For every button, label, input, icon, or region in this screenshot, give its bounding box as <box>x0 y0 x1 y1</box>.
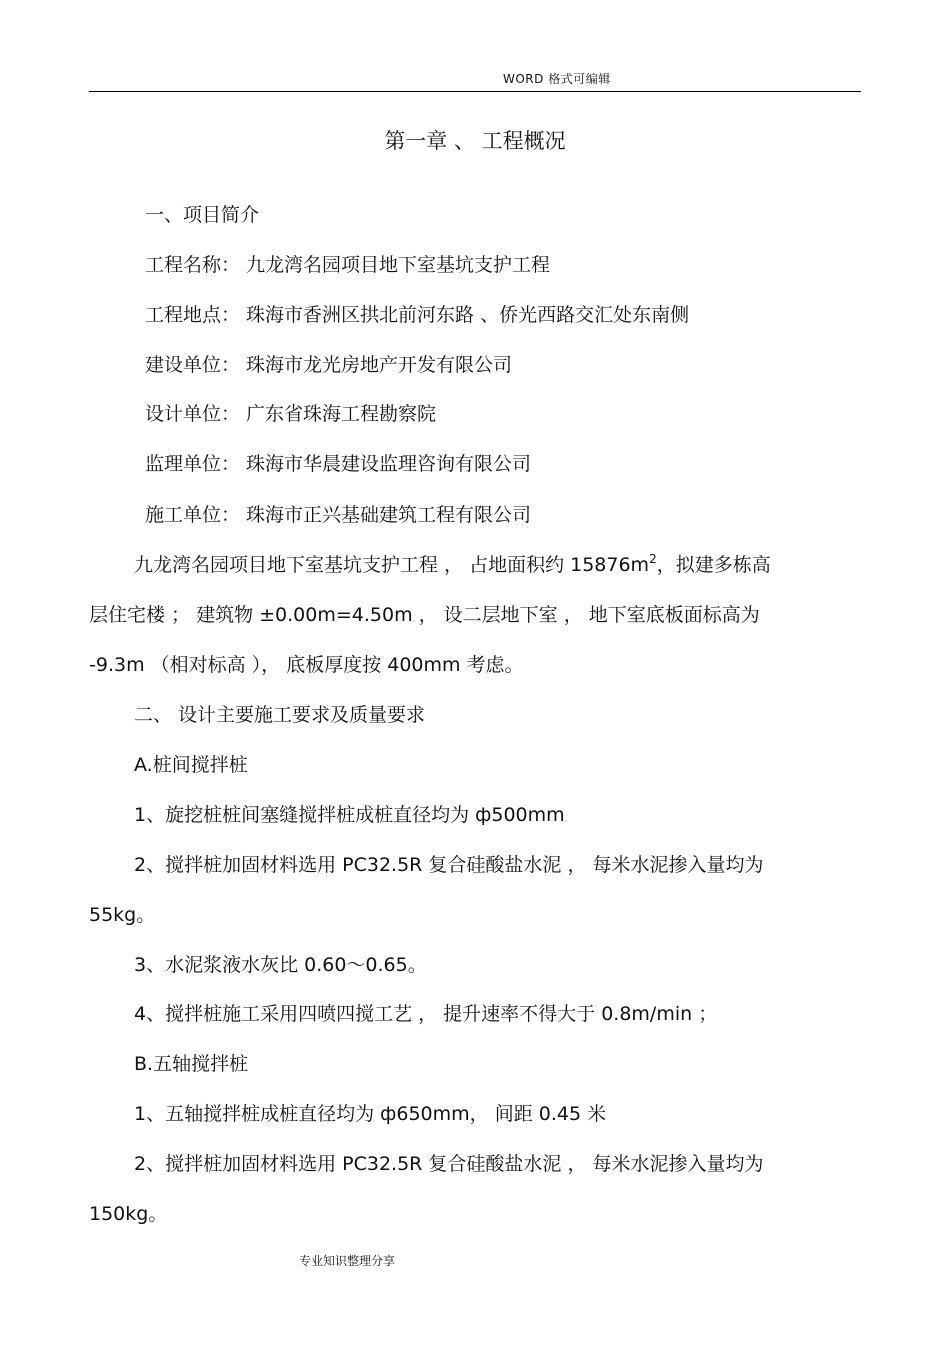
header-label: WORD 格式可编辑 <box>503 72 611 86</box>
paragraph-text: 九龙湾名园项目地下室基坑支护工程 ， 占地面积约 15876m <box>134 554 650 576</box>
field-developer: 建设单位： 珠海市龙光房地产开发有限公司 <box>145 354 513 376</box>
paragraph-text: ，拟建多栋高 <box>656 554 771 576</box>
section1-heading: 一、项目简介 <box>145 204 260 226</box>
subsection-a-item-2-cont: 55kg。 <box>89 904 156 926</box>
subsection-a-item-3: 3、水泥浆液水灰比 0.60～0.65。 <box>134 954 427 976</box>
field-project-name: 工程名称： 九龙湾名园项目地下室基坑支护工程 <box>145 254 551 276</box>
subsection-b-item-2-cont: 150kg。 <box>89 1203 168 1225</box>
subsection-b-item-1: 1、五轴搅拌桩成桩直径均为 ф650mm， 间距 0.45 米 <box>134 1103 607 1125</box>
header-divider <box>89 91 861 92</box>
subsection-a-item-2: 2、搅拌桩加固材料选用 PC32.5R 复合硅酸盐水泥 ， 每米水泥掺入量均为 <box>134 854 764 876</box>
page-footer: 专业知识整理分享 <box>299 1254 396 1268</box>
field-supervisor: 监理单位： 珠海市华晨建设监理咨询有限公司 <box>145 453 532 475</box>
subsection-a-item-4: 4、搅拌桩施工采用四喷四搅工艺 ， 提升速率不得大于 0.8m/min ； <box>134 1003 718 1025</box>
subsection-a-heading: A.桩间搅拌桩 <box>134 754 248 776</box>
subsection-b-item-2: 2、搅拌桩加固材料选用 PC32.5R 复合硅酸盐水泥 ， 每米水泥掺入量均为 <box>134 1153 764 1175</box>
overview-paragraph-line3: -9.3m （相对标高 ）， 底板厚度按 400mm 考虑。 <box>89 654 524 676</box>
section2-heading: 二、 设计主要施工要求及质量要求 <box>134 704 426 726</box>
overview-paragraph-line1 <box>134 551 771 579</box>
field-location: 工程地点： 珠海市香洲区拱北前河东路 、侨光西路交汇处东南侧 <box>145 304 690 326</box>
field-designer: 设计单位： 广东省珠海工程勘察院 <box>145 403 437 425</box>
subsection-a-item-1: 1、旋挖桩桩间塞缝搅拌桩成桩直径均为 ф500mm <box>134 804 565 826</box>
area-unit-superscript: 2 <box>649 552 657 566</box>
subsection-b-heading: B.五轴搅拌桩 <box>134 1053 249 1075</box>
field-contractor: 施工单位： 珠海市正兴基础建筑工程有限公司 <box>145 504 532 526</box>
overview-paragraph-line2: 层住宅楼 ； 建筑物 ±0.00m=4.50m ， 设二层地下室 ， 地下室底板面标高为 <box>89 604 760 626</box>
chapter-title: 第一章 、 工程概况 <box>384 129 566 153</box>
